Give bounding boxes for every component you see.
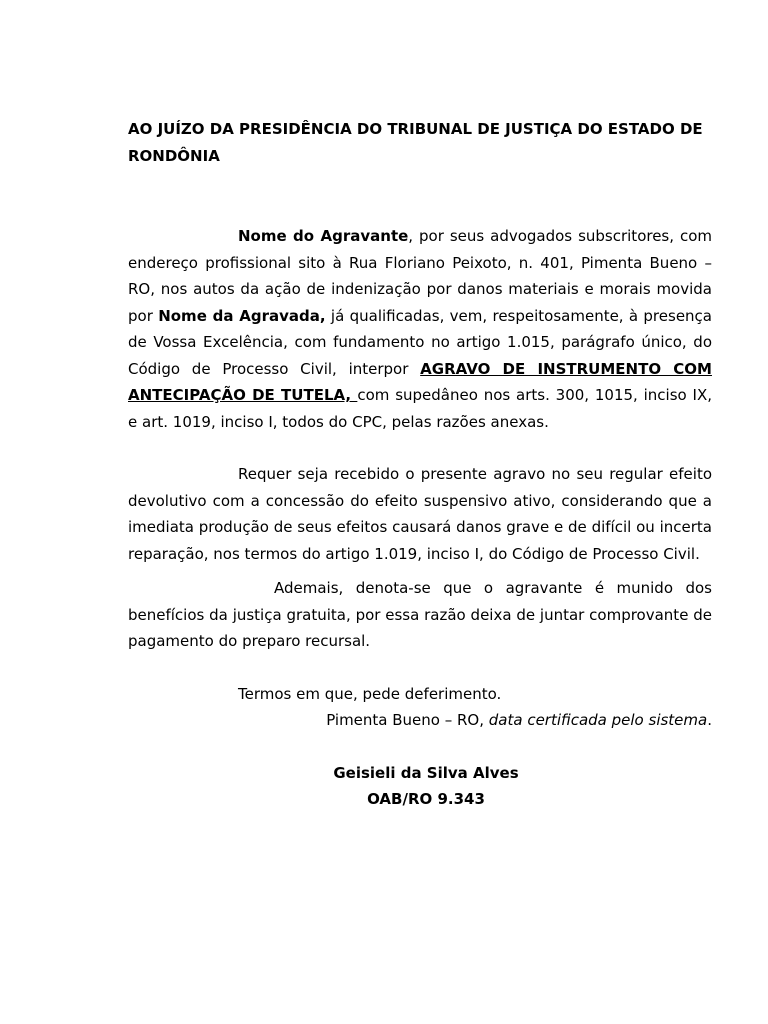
- agravada-name: Nome da Agravada,: [158, 306, 326, 325]
- signer-name: Geisieli da Silva Alves: [333, 763, 519, 782]
- closing-block: [128, 681, 712, 734]
- petition-text-2: já qualificadas, vem, respeitosamente, à presença de Vossa Excelência, com fundamento no artigo 1.015, parágrafo único, do Código de Processo Civil, interpor: [128, 306, 712, 378]
- place-text: Pimenta Bueno – RO,: [326, 711, 489, 729]
- petition-text-3: com supedâneo nos arts. 300, 1015, inciso IX, e art. 1019, inciso I, todos do CPC, pelas razões anexas.: [128, 386, 712, 431]
- place-date: [238, 707, 712, 734]
- agravante-name: Nome do Agravante: [238, 227, 409, 245]
- paragraph-petition: [128, 223, 712, 435]
- signature-block: [128, 760, 712, 813]
- period: .: [707, 711, 712, 729]
- appeal-title: AGRAVO DE INSTRUMENTO COM ANTECIPAÇÃO DE TUTELA,: [128, 359, 712, 404]
- paragraph-free-justice: Ademais, denota-se que o agravante é munido dos benefícios da justiça gratuita, por essa razão deixa de juntar comprovante de pagamento do preparo recursal.: [128, 579, 712, 650]
- closing-request: Termos em que, pede deferimento.: [238, 684, 502, 703]
- document-page: [128, 116, 712, 813]
- document-heading: AO JUÍZO DA PRESIDÊNCIA DO TRIBUNAL DE JUSTIÇA DO ESTADO DE RONDÔNIA: [128, 120, 703, 165]
- date-text: data certificada pelo sistema: [488, 711, 708, 729]
- petition-text-1: , por seus advogados subscritores, com endereço profissional sito à Rua Floriano Peixoto, n. 401, Pimenta Bueno – RO, nos autos da ação de indenização por danos materiais e morais movida por: [128, 227, 712, 325]
- paragraph-request: Requer seja recebido o presente agravo no seu regular efeito devolutivo com a concessão do efeito suspensivo ativo, considerando que a imediata produção de seus efeitos causará danos grave e de difícil ou incerta reparação, nos termos do artigo 1.019, inciso I, do Código de Processo Civil.: [128, 465, 712, 563]
- signer-oab: OAB/RO 9.343: [367, 790, 485, 808]
